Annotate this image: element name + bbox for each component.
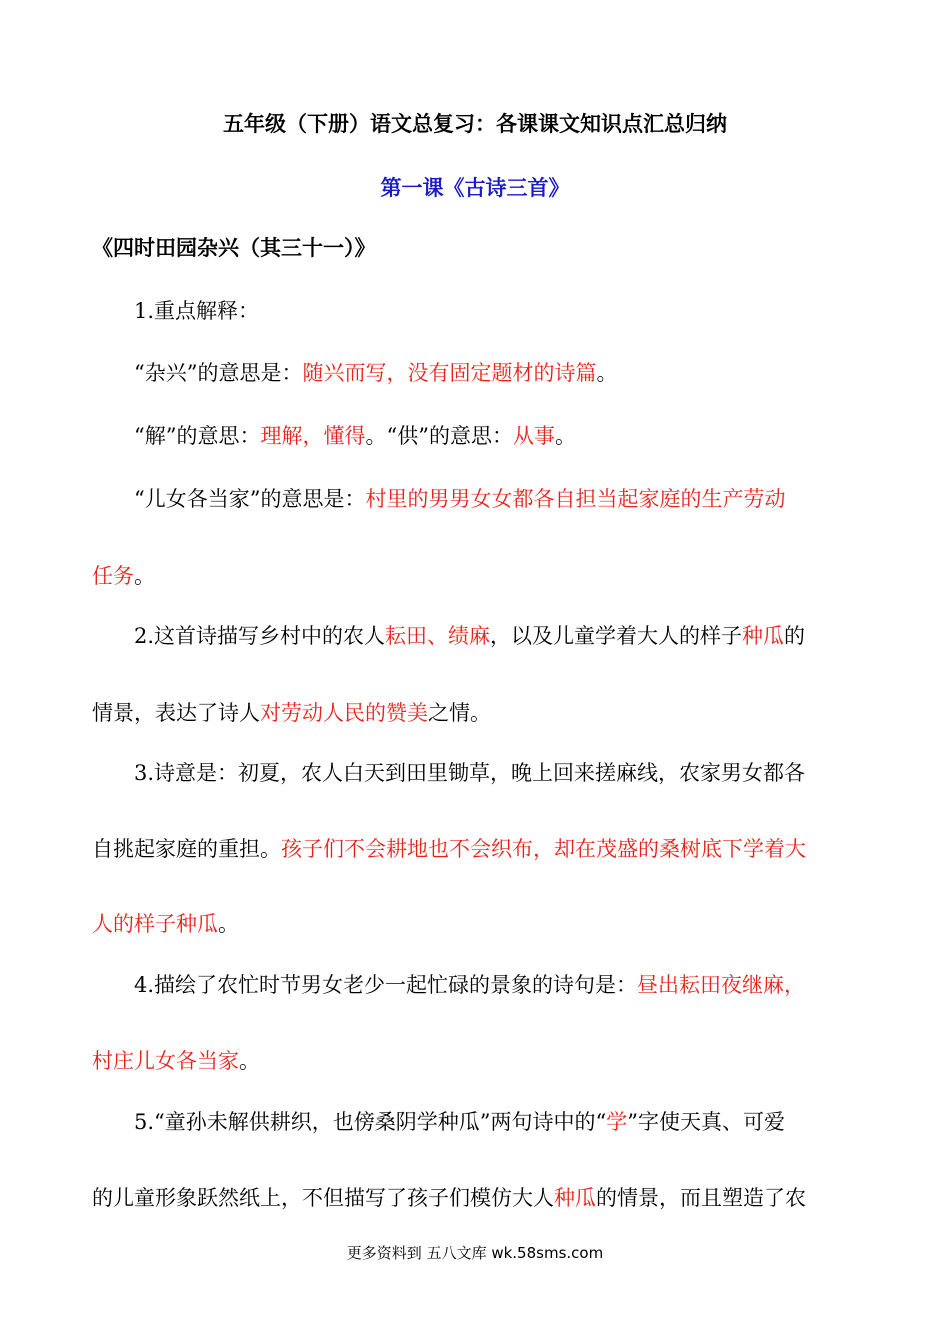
answer-text: 随兴而写，没有固定题材的诗篇 bbox=[302, 361, 597, 385]
text-span: 之情。 bbox=[428, 701, 491, 725]
text-span: 。 bbox=[239, 1049, 260, 1073]
document-title: 五年级（下册）语文总复习：各课课文知识点汇总归纳 bbox=[223, 111, 727, 136]
answer-text: 种瓜 bbox=[554, 1186, 596, 1210]
section1-heading: 1.重点解释： bbox=[134, 299, 260, 323]
text-span: 。 bbox=[218, 912, 239, 936]
paragraph-line bbox=[134, 421, 862, 451]
paragraph-line bbox=[92, 1046, 862, 1076]
text-span: 。 bbox=[554, 424, 576, 448]
paragraph-line bbox=[92, 698, 862, 728]
text-span: 自挑起家庭的重担。 bbox=[92, 837, 281, 861]
answer-text: 从事 bbox=[512, 424, 555, 448]
paragraph-line bbox=[134, 484, 862, 514]
answer-text: 昼出耘田夜继麻， bbox=[637, 973, 806, 997]
text-span: “杂兴”的意思是： bbox=[134, 361, 303, 385]
paragraph-line bbox=[134, 621, 862, 651]
text-span: 。 bbox=[596, 361, 618, 385]
answer-text: 人的样子种瓜 bbox=[92, 912, 218, 936]
text-span: 2.这首诗描写乡村中的农人 bbox=[134, 624, 386, 648]
text-span: 4.描绘了农忙时节男女老少一起忙碌的景象的诗句是： bbox=[134, 973, 638, 997]
answer-text: 任务 bbox=[92, 564, 134, 588]
answer-text: 村庄儿女各当家 bbox=[92, 1049, 239, 1073]
text-span: 的儿童形象跃然纸上，不但描写了孩子们模仿大人 bbox=[92, 1186, 554, 1210]
text-span: 的 bbox=[784, 624, 806, 648]
lesson-title: 第一课《古诗三首》 bbox=[380, 175, 570, 200]
paragraph-line bbox=[134, 1107, 862, 1137]
paragraph-line bbox=[134, 758, 862, 788]
text-span: 情景，表达了诗人 bbox=[92, 701, 260, 725]
paragraph-line bbox=[92, 561, 862, 591]
text-span: 3.诗意是：初夏，农人白天到田里锄草，晚上回来搓麻线，农家男女都各 bbox=[134, 761, 806, 785]
text-span: 5.“童孙未解供耕织，也傍桑阴学种瓜”两句诗中的“ bbox=[134, 1110, 607, 1134]
paragraph-line bbox=[92, 909, 862, 939]
text-span: 。“供”的意思： bbox=[365, 424, 513, 448]
answer-text: 对劳动人民的赞美 bbox=[260, 701, 428, 725]
answer-text: 学 bbox=[606, 1110, 628, 1134]
answer-text: 耘田、绩麻 bbox=[385, 624, 491, 648]
paragraph-line bbox=[92, 834, 862, 864]
paragraph-line bbox=[134, 358, 862, 388]
poem-title: 《四时田园杂兴（其三十一）》 bbox=[92, 235, 376, 260]
footer-link-text[interactable]: 更多资料到 五八文库 wk.58sms.com bbox=[346, 1244, 604, 1262]
answer-text: 理解，懂得 bbox=[260, 424, 366, 448]
paragraph-line bbox=[134, 970, 862, 1000]
answer-text: 村里的男男女女都各自担当起家庭的生产劳动 bbox=[365, 487, 786, 511]
answer-text: 孩子们不会耕地也不会织布，却在茂盛的桑树底下学着大 bbox=[281, 837, 806, 861]
text-span: ，以及儿童学着大人的样子 bbox=[490, 624, 743, 648]
text-span: ”字使天真、可爱 bbox=[627, 1110, 785, 1134]
text-span: 。 bbox=[134, 564, 155, 588]
paragraph-line bbox=[92, 1183, 862, 1213]
text-span: “儿女各当家”的意思是： bbox=[134, 487, 366, 511]
answer-text: 种瓜 bbox=[742, 624, 785, 648]
text-span: “解”的意思： bbox=[134, 424, 261, 448]
text-span: 的情景，而且塑造了农 bbox=[596, 1186, 806, 1210]
